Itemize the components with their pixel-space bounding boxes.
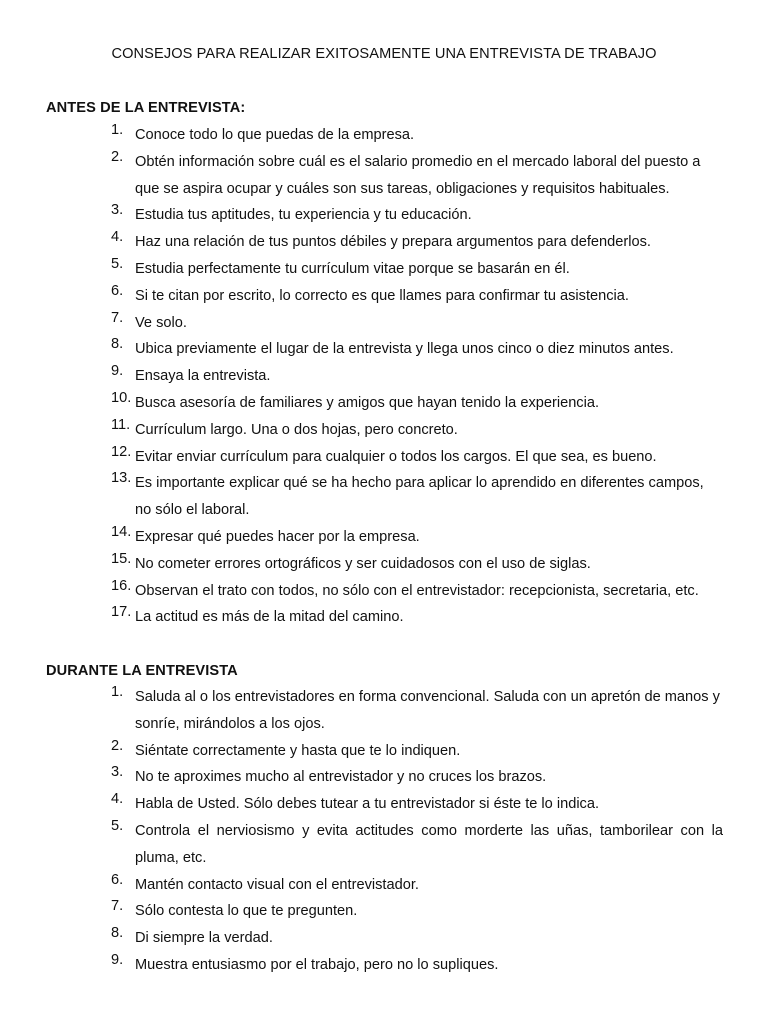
list-item-number: 7. xyxy=(111,898,124,915)
numbered-list-antes xyxy=(0,122,768,631)
list-item xyxy=(0,444,768,471)
list-item-text: Evitar enviar currículum para cualquier o todos los cargos. El que sea, es bueno. xyxy=(135,448,657,465)
list-item-number: 16. xyxy=(111,577,132,594)
document-title: CONSEJOS PARA REALIZAR EXITOSAMENTE UNA ENTREVISTA DE TRABAJO xyxy=(111,46,657,62)
list-item-text: Estudia tus aptitudes, tu experiencia y tu educación. xyxy=(135,207,472,224)
list-item xyxy=(0,336,768,363)
list-item-text: Muestra entusiasmo por el trabajo, pero no lo supliques. xyxy=(135,956,499,973)
list-item-text: Di siempre la verdad. xyxy=(135,930,273,947)
list-item-text: Busca asesoría de familiares y amigos que hayan tenido la experiencia. xyxy=(135,394,600,411)
list-item-text: Currículum largo. Una o dos hojas, pero concreto. xyxy=(135,421,458,438)
list-item-text: Mantén contacto visual con el entrevistador. xyxy=(135,876,419,893)
list-item-text: Obtén información sobre cuál es el salario promedio en el mercado laboral del puesto a que se aspira ocupar y cuáles son sus tareas, obligaciones y requisitos habituales. xyxy=(135,153,701,197)
list-item-number: 1. xyxy=(111,684,124,700)
list-item xyxy=(0,122,768,149)
list-item-text: Observan el trato con todos, no sólo con el entrevistador: recepcionista, secretaria, etc. xyxy=(135,582,699,599)
list-item-number: 6. xyxy=(111,871,124,888)
list-item xyxy=(0,470,768,524)
list-item-text: Conoce todo lo que puedas de la empresa. xyxy=(135,127,415,143)
list-item xyxy=(0,363,768,390)
list-item-text: Ensaya la entrevista. xyxy=(135,368,271,385)
list-item-number: 17. xyxy=(111,604,132,621)
list-item-number: 11. xyxy=(111,416,131,433)
list-item xyxy=(0,390,768,417)
list-item-text: Controla el nerviosismo y evita actitudes como morderte las uñas, tamborilear con la pluma, etc. xyxy=(135,822,723,866)
list-item-text: Saluda al o los entrevistadores en forma convencional. Saluda con un apretón de manos y sonríe, mirándolos a los ojos. xyxy=(135,689,720,732)
list-item-number: 6. xyxy=(111,282,124,299)
list-item-number: 8. xyxy=(111,336,124,353)
list-item-number: 2. xyxy=(111,737,124,754)
list-item xyxy=(0,229,768,256)
list-item-number: 4. xyxy=(111,229,124,246)
list-item-text: Sólo contesta lo que te pregunten. xyxy=(135,903,358,920)
list-item-number: 1. xyxy=(111,122,124,138)
section-heading-antes: ANTES DE LA ENTREVISTA: xyxy=(46,100,246,116)
list-item-text: Ve solo. xyxy=(135,314,187,331)
list-item xyxy=(0,952,768,979)
list-item-number: 10. xyxy=(111,389,132,406)
list-item xyxy=(0,524,768,551)
list-item-number: 15. xyxy=(111,550,132,567)
list-item xyxy=(0,898,768,925)
list-item xyxy=(0,256,768,283)
list-item xyxy=(0,872,768,899)
list-item-text: Siéntate correctamente y hasta que te lo indiquen. xyxy=(135,742,461,759)
list-item-number: 2. xyxy=(111,148,124,165)
list-item-text: Habla de Usted. Sólo debes tutear a tu entrevistador si éste te lo indica. xyxy=(135,796,600,813)
list-item-number: 8. xyxy=(111,925,124,942)
list-item-text: Ubica previamente el lugar de la entrevista y llega unos cinco o diez minutos antes. xyxy=(135,341,674,358)
list-item-number: 13. xyxy=(111,470,132,487)
list-item xyxy=(0,551,768,578)
list-item-text: Si te citan por escrito, lo correcto es que llames para confirmar tu asistencia. xyxy=(135,287,629,304)
list-item xyxy=(0,578,768,605)
list-item-text: No te aproximes mucho al entrevistador y no cruces los brazos. xyxy=(135,769,547,786)
list-item-number: 12. xyxy=(111,443,132,460)
list-item-number: 9. xyxy=(111,363,124,380)
list-item-text: Haz una relación de tus puntos débiles y prepara argumentos para defenderlos. xyxy=(135,234,651,251)
list-item-number: 3. xyxy=(111,764,124,781)
list-item xyxy=(0,818,768,872)
list-item-number: 5. xyxy=(111,255,124,272)
list-item xyxy=(0,149,768,203)
list-item-text: No cometer errores ortográficos y ser cuidadosos con el uso de siglas. xyxy=(135,555,591,572)
list-item-text: Es importante explicar qué se ha hecho para aplicar lo aprendido en diferentes campos, no sólo el laboral. xyxy=(135,475,704,519)
list-item xyxy=(0,283,768,310)
list-item xyxy=(0,925,768,952)
section-heading-durante: DURANTE LA ENTREVISTA xyxy=(46,663,238,679)
list-item-text: Expresar qué puedes hacer por la empresa. xyxy=(135,528,420,545)
list-item-number: 3. xyxy=(111,202,124,219)
list-item xyxy=(0,202,768,229)
list-item-number: 14. xyxy=(111,523,132,540)
list-item xyxy=(0,310,768,337)
list-item-number: 7. xyxy=(111,309,124,326)
list-item xyxy=(0,604,768,631)
list-item-number: 5. xyxy=(111,817,124,834)
list-item-text: La actitud es más de la mitad del camino. xyxy=(135,609,404,626)
list-item-number: 9. xyxy=(111,951,124,968)
list-item-number: 4. xyxy=(111,791,124,808)
list-item xyxy=(0,791,768,818)
list-item-text: Estudia perfectamente tu currículum vitae porque se basarán en él. xyxy=(135,260,570,277)
numbered-list-durante xyxy=(0,684,768,979)
list-item xyxy=(0,684,768,738)
list-item xyxy=(0,738,768,765)
list-item xyxy=(0,417,768,444)
list-item xyxy=(0,764,768,791)
